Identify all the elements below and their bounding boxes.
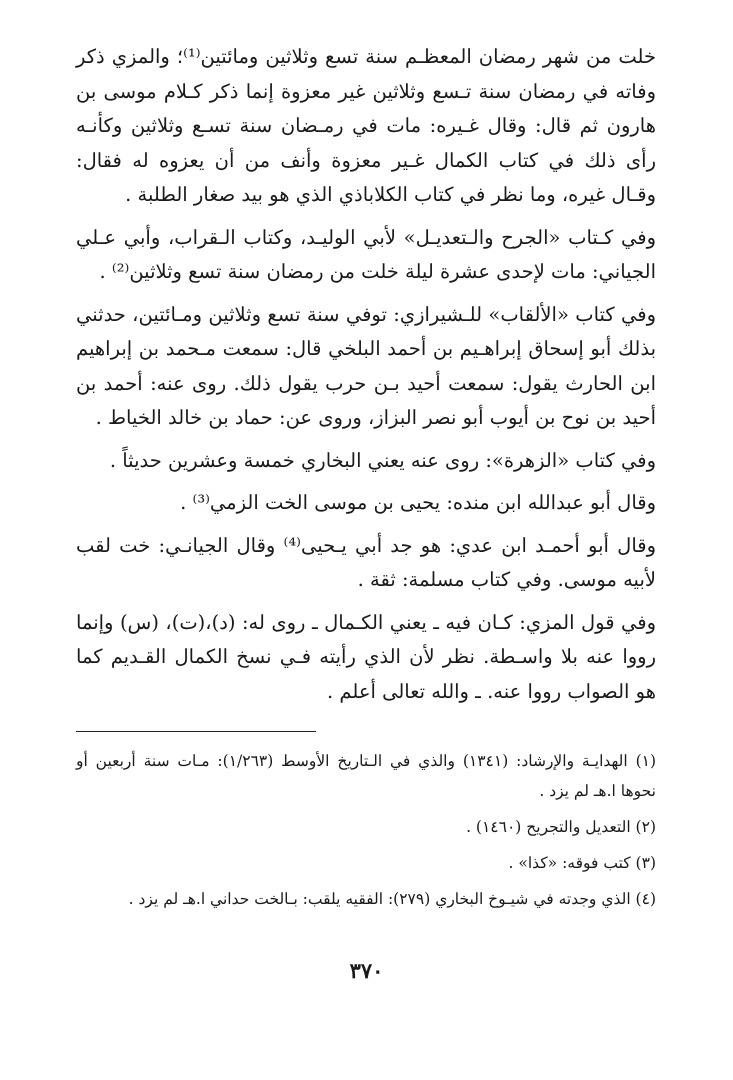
paragraph-7: وفي قول المزي: كـان فيه ـ يعني الكـمال ـ روى له: (د)،(ت)، (س) وإنما رووا عنه بلا واسـطة. نظر لأن الذي رأيته فـي نسخ الكمال القـديم كما هو الصواب رووا عنه. ـ والله تعالى أعلم . — [76, 610, 656, 703]
footnote-2: (٢) التعديل والتجريح (١٤٦٠) . — [466, 818, 656, 836]
paragraph-6: وقال أبو أحمـد ابن عدي: هو جد أبي يـحيى⁽⁴⁾ وقال الجيانـي: خت لقب لأبيه موسى. وفي كتاب مسلمة: ثقة . — [76, 533, 656, 591]
paragraph-5: وقال أبو عبدالله ابن منده: يحيى بن موسى الخت الزمي⁽³⁾ . — [180, 491, 656, 514]
paragraph-4: وفي كتاب «الزهرة»: روى عنه يعني البخاري خمسة وعشرين حديثاً . — [109, 448, 656, 472]
paragraph-1: خلت من شهر رمضان المعظـم سنة تسع وثلاثين ومائتين⁽¹⁾؛ والمزي ذكر وفاته في رمضان سنة تـسع وثلاثين غير معزوة إنما ذكر كـلام موسى بن هارون ثم قال: وقال غـيره: مات في رمـضان سنة تسـع وثلاثين وكأنـه رأى ذلك في كتاب الكمال غـير معزوة وأنف من أن يعزوه له فقال: وقـال غيره، وما نظر في كتاب الكلاباذي الذي هو بيد صغار الطلبة . — [76, 45, 656, 206]
page-content — [76, 40, 656, 920]
footnote-3: (٣) كتب فوقه: «كذا» . — [508, 854, 656, 872]
paragraph-3: وفي كتاب «الألقاب» للـشيرازي: توفي سنة تسع وثلاثين ومـائتين، حدثني بذلك أبو إسحاق إبراهـيم بن أحمد البلخي قال: سمعت مـحمد بن إبراهيم ابن الحارث يقول: سمعت أحيد بـن حرب يقول ذلك. روى عنه: أحمد بن أحيد بن نوح بن أيوب أبو نصر البزاز، وروى عن: حماد بن خالد الخياط . — [76, 302, 656, 429]
paragraph-2: وفي كـتاب «الجرح والـتعديـل» لأبي الوليـد، وكتاب الـقراب، وأبي عـلي الجياني: مات لإحدى عشرة ليلة خلت من رمضان سنة تسع وثلاثين⁽²⁾ . — [76, 225, 656, 283]
footnote-separator — [76, 731, 316, 732]
footnote-1: (١) الهدايـة والإرشاد: (١٣٤١) والذي في الـتاريخ الأوسط (١/٢٦٣): مـات سنة أربعين أو نحوها ا.هـ لم يزد . — [76, 752, 657, 800]
page-number: ٣٧٠ — [349, 958, 384, 983]
footnote-4: (٤) الذي وجدته في شيـوخ البخاري (٢٧٩): الفقيه يلقب: بـالخت حداني ا.هـ لم يزد . — [128, 890, 656, 908]
